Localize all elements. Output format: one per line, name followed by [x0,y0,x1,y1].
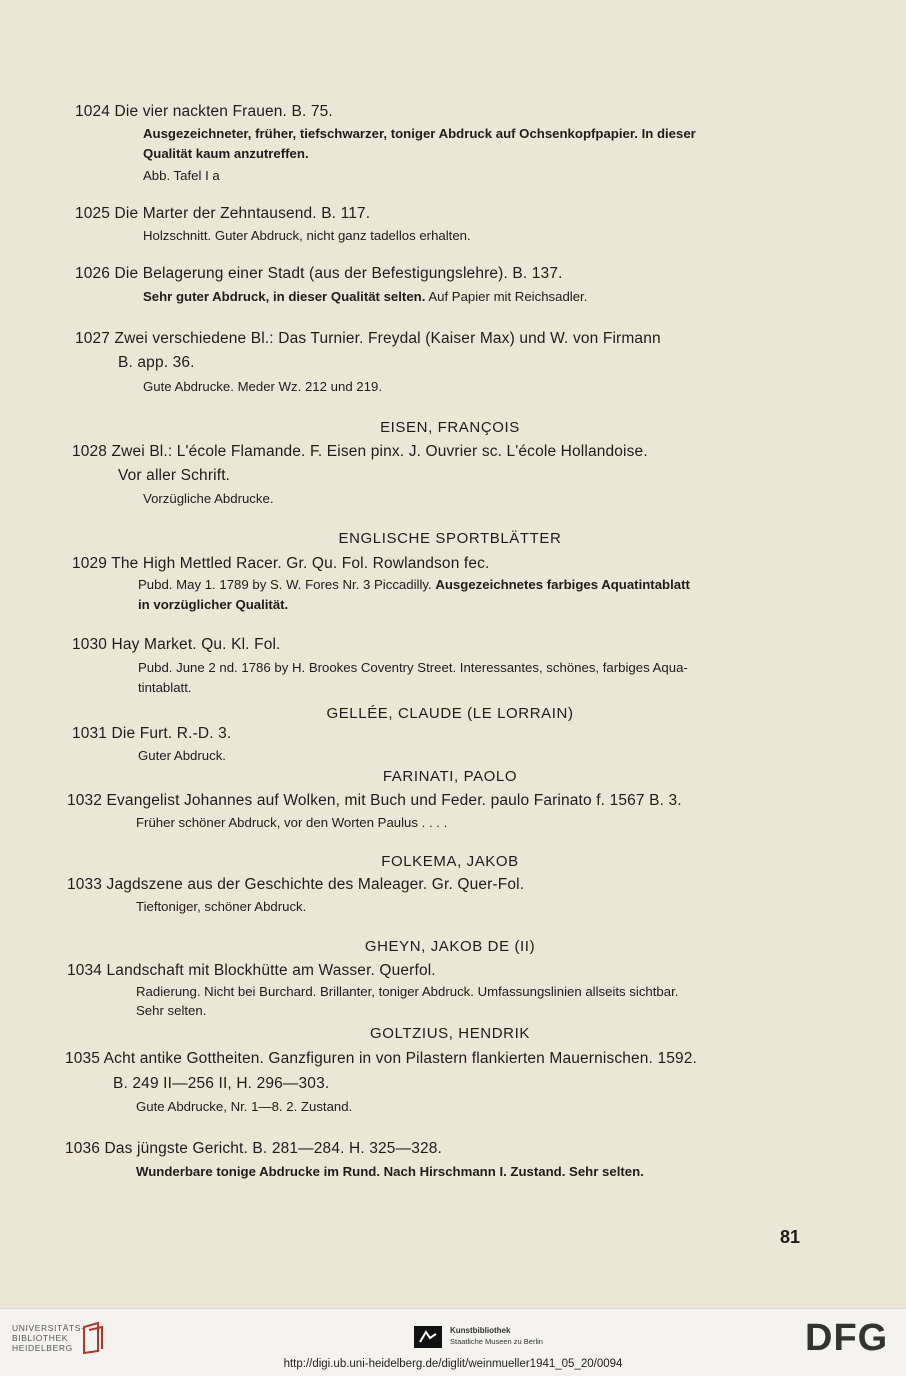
entry-1025-title: 1025 Die Marter der Zehntausend. B. 117. [75,205,371,222]
heading-eisen: EISEN, FRANÇOIS [380,419,520,436]
entry-1032-desc: Früher schöner Abdruck, vor den Worten Paulus . . . . [136,815,448,830]
entry-1034-desc-1: Radierung. Nicht bei Burchard. Brillanter, toniger Abdruck. Umfassungslinien allseits sichtbar. [136,984,679,999]
university-line-3: HEIDELBERG [12,1343,73,1353]
entry-1026-title: 1026 Die Belagerung einer Stadt (aus der Befestigungslehre). B. 137. [75,265,563,282]
entry-1027-title-1: 1027 Zwei verschiedene Bl.: Das Turnier. Freydal (Kaiser Max) und W. von Firmann [75,330,661,347]
entry-1030-desc-2: tintablatt. [138,680,192,695]
entry-1027-desc: Gute Abdrucke. Meder Wz. 212 und 219. [143,379,382,394]
entry-1036-desc: Wunderbare tonige Abdrucke im Rund. Nach Hirschmann I. Zustand. Sehr selten. [136,1164,644,1179]
entry-1024-desc-2: Qualität kaum anzutreffen. [143,146,309,161]
heading-gheyn: GHEYN, JAKOB DE (II) [364,938,536,955]
entry-1024-desc-1: Ausgezeichneter, früher, tiefschwarzer, toniger Abdruck auf Ochsenkopfpapier. In dieser [143,126,696,141]
entry-1030-desc-1: Pubd. June 2 nd. 1786 by H. Brookes Coventry Street. Interessantes, schönes, farbiges Aqua- [138,660,688,675]
entry-1034-desc-2: Sehr selten. [136,1003,207,1018]
university-library-label [12,1323,85,1353]
entry-1035-title-2: B. 249 II—256 II, H. 296—303. [113,1075,330,1092]
entry-1031-title: 1031 Die Furt. R.-D. 3. [72,725,232,742]
page-number: 81 [780,1227,801,1247]
entry-1035-title-1: 1035 Acht antike Gottheiten. Ganzfiguren in von Pilastern flankierten Mauernischen. 1592. [65,1050,698,1067]
entry-1024-plate: Abb. Tafel I a [143,168,220,183]
heading-goltzius: GOLTZIUS, HENDRIK [370,1025,530,1042]
entry-1029-desc-normal: Pubd. May 1. 1789 by S. W. Fores Nr. 3 Piccadilly. [138,577,436,592]
entry-1028-desc: Vorzügliche Abdrucke. [143,491,274,506]
entry-1029-desc-1 [138,577,690,592]
kunst-line-1: Kunstbibliothek [450,1326,511,1335]
entry-1029-desc-2: in vorzüglicher Qualität. [138,597,289,612]
heading-gellee: GELLÉE, CLAUDE (LE LORRAIN) [326,705,574,722]
entry-1031-desc: Guter Abdruck. [138,748,226,763]
entry-1033-desc: Tieftoniger, schöner Abdruck. [136,899,307,914]
entry-1029-title: 1029 The High Mettled Racer. Gr. Qu. Fol. Rowlandson fec. [72,555,490,572]
heading-farinati: FARINATI, PAOLO [382,768,518,785]
entry-1034-title: 1034 Landschaft mit Blockhütte am Wasser. Querfol. [67,962,436,979]
entry-1029-desc-bold: Ausgezeichnetes farbiges Aquatintablatt [435,577,690,592]
entry-1028-title-1: 1028 Zwei Bl.: L'école Flamande. F. Eisen pinx. J. Ouvrier sc. L'école Hollandoise. [72,443,648,460]
entry-1028-title-2: Vor aller Schrift. [118,467,231,484]
entry-1030-title: 1030 Hay Market. Qu. Kl. Fol. [72,636,281,653]
university-line-2: BIBLIOTHEK [12,1333,69,1343]
entry-1035-desc: Gute Abdrucke, Nr. 1—8. 2. Zustand. [136,1099,353,1114]
entry-1026-desc-normal: Auf Papier mit Reichsadler. [425,289,588,304]
entry-1033-title: 1033 Jagdszene aus der Geschichte des Maleager. Gr. Quer-Fol. [67,876,525,893]
kunstbibliothek-label [450,1325,543,1347]
heading-englische-sportblaetter: ENGLISCHE SPORTBLÄTTER [338,530,562,547]
university-line-1: UNIVERSITÄTS- [12,1323,85,1333]
dfg-logo: DFG [805,1317,889,1359]
entry-1026-desc [143,289,587,304]
entry-1027-title-2: B. app. 36. [118,354,195,371]
entry-1036-title: 1036 Das jüngste Gericht. B. 281—284. H. 325—328. [65,1140,442,1157]
entry-1032-title: 1032 Evangelist Johannes auf Wolken, mit Buch und Feder. paulo Farinato f. 1567 B. 3. [67,792,682,809]
source-url[interactable]: http://digi.ub.uni-heidelberg.de/diglit/weinmueller1941_05_20/0094 [283,1358,623,1370]
entry-1026-desc-bold: Sehr guter Abdruck, in dieser Qualität selten. [143,289,426,304]
entry-1025-desc: Holzschnitt. Guter Abdruck, nicht ganz tadellos erhalten. [143,228,471,243]
heading-folkema: FOLKEMA, JAKOB [381,853,519,870]
kunst-line-2: Staatliche Museen zu Berlin [450,1337,543,1346]
entry-1024-title: 1024 Die vier nackten Frauen. B. 75. [75,103,333,120]
university-logo-icon [80,1321,106,1359]
kunstbibliothek-logo-icon [414,1326,442,1352]
